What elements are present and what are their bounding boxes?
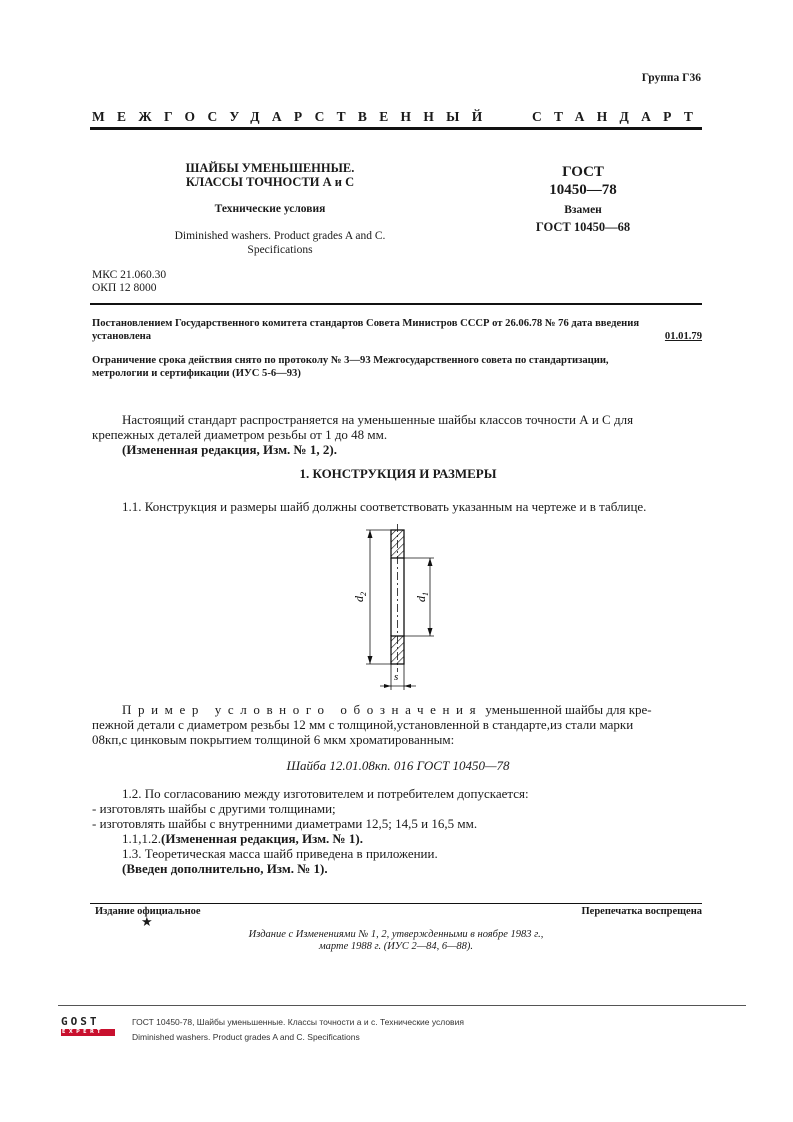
title-line-1: ШАЙБЫ УМЕНЬШЕННЫЕ. [185, 161, 355, 175]
footer-line-1: ГОСТ 10450-78, Шайбы уменьшенные. Классы точности а и с. Технические условия [132, 1017, 464, 1027]
decree-date: 01.01.79 [664, 330, 702, 342]
mks-code: МКС 21.060.30 [92, 269, 167, 281]
example-line-3: 08кп,с цинковым покрытием толщиной 6 мкм хроматированным: [92, 732, 455, 747]
standard-word-2: СТАНДАРТ [532, 109, 706, 124]
edition-note [130, 929, 662, 953]
list-item-1: - изготовлять шайбы с другими толщинами; [92, 801, 336, 816]
gost-number: 10450—78 [549, 182, 617, 198]
section-1-2 [92, 786, 704, 876]
footer-rule [58, 1005, 746, 1006]
section-rule [90, 303, 702, 305]
gost-replaces-label: Взамен [564, 204, 602, 216]
header-rule [90, 127, 702, 130]
decree-paragraph [92, 318, 704, 343]
edition-line-2: марте 1988 г. (ИУС 2—84, 6—88). [318, 941, 474, 952]
edition-line-1: Издание с Изменениями № 1, 2, утвержденными в ноябре 1983 г., [248, 929, 544, 940]
intro-line-2: крепежных деталей диаметром резьбы от 1 до 48 мм. [92, 427, 388, 442]
para-1-2: 1.2. По согласованию между изготовителем и потребителем допускается: [122, 786, 529, 801]
example-line-1: уменьшенной шайбы для кре- [485, 702, 652, 717]
amend-note: (Измененная редакция, Изм. № 1). [161, 831, 363, 846]
label-d2: $d_2$ [352, 592, 368, 602]
okp-code: ОКП 12 8000 [92, 282, 157, 294]
designation-example: Шайба 12.01.08кп. 016 ГОСТ 10450—78 [286, 758, 510, 773]
english-line-1: Diminished washers. Product grades A and C. [174, 230, 386, 242]
intro-amend-note: (Введен дополнительно, Изм. № 1). [122, 861, 328, 876]
subtitle: Технические условия [214, 203, 326, 215]
title-line-2: КЛАССЫ ТОЧНОСТИ А и С [185, 175, 355, 189]
intro-paragraph [92, 412, 704, 457]
example-line-2: пежной детали с диаметром резьбы 12 мм с толщиной,установленной в стандарте,из стали марки [92, 717, 634, 732]
restriction-paragraph [92, 355, 704, 380]
intro-line-1: Настоящий стандарт распространяется на уменьшенные шайбы классов точности А и С для [122, 412, 634, 427]
page-title [160, 161, 380, 189]
intro-amend: (Измененная редакция, Изм. № 1, 2). [122, 442, 337, 457]
star-icon: ★ [141, 915, 153, 930]
english-title [140, 229, 420, 257]
decree-text: Постановлением Государственного комитета стандартов Совета Министров СССР от 26.06.78 № 76 дата введения [92, 318, 640, 329]
standard-word-1: МЕЖГОСУДАРСТВЕННЫЙ [92, 109, 495, 124]
logo-bottom: EXPERT [61, 1029, 115, 1036]
english-line-2: Specifications [247, 244, 313, 256]
washer-drawing [340, 522, 450, 692]
amend-prefix: 1.1,1.2. [122, 831, 161, 846]
official-edition: Издание официальное [95, 906, 201, 917]
gost-block [528, 163, 638, 199]
label-d1: $d_1$ [414, 592, 430, 602]
reprint-notice: Перепечатка воспрещена [581, 906, 702, 917]
gost-expert-logo[interactable] [61, 1016, 115, 1036]
label-s: s [394, 671, 399, 683]
decree-text-2: установлена [92, 330, 152, 342]
group-label: Группа Г36 [641, 72, 701, 84]
logo-top: GOST [61, 1015, 100, 1028]
section-heading: 1. КОНСТРУКЦИЯ И РАЗМЕРЫ [299, 466, 497, 481]
restriction-line-2: метрологии и сертификации (ИУС 5-6—93) [92, 367, 301, 379]
classification-codes [92, 269, 166, 295]
para-1-1: 1.1. Конструкция и размеры шайб должны соответствовать указанным на чертеже и в таблице. [122, 499, 647, 514]
bottom-rule [90, 903, 702, 904]
footer-line-2: Diminished washers. Product grades A and C. Specifications [132, 1032, 360, 1042]
para-1-3: 1.3. Теоретическая масса шайб приведена в приложении. [122, 846, 438, 861]
restriction-line-1: Ограничение срока действия снято по протоколу № 3—93 Межгосударственного совета по стандартизации, [92, 355, 609, 366]
gost-name: ГОСТ [562, 164, 604, 180]
example-spaced: Пример условного обозначения [122, 702, 483, 717]
example-paragraph [92, 702, 704, 747]
gost-replaces: ГОСТ 10450—68 [535, 220, 631, 234]
list-item-2: - изготовлять шайбы с внутренними диаметрами 12,5; 14,5 и 16,5 мм. [92, 816, 478, 831]
